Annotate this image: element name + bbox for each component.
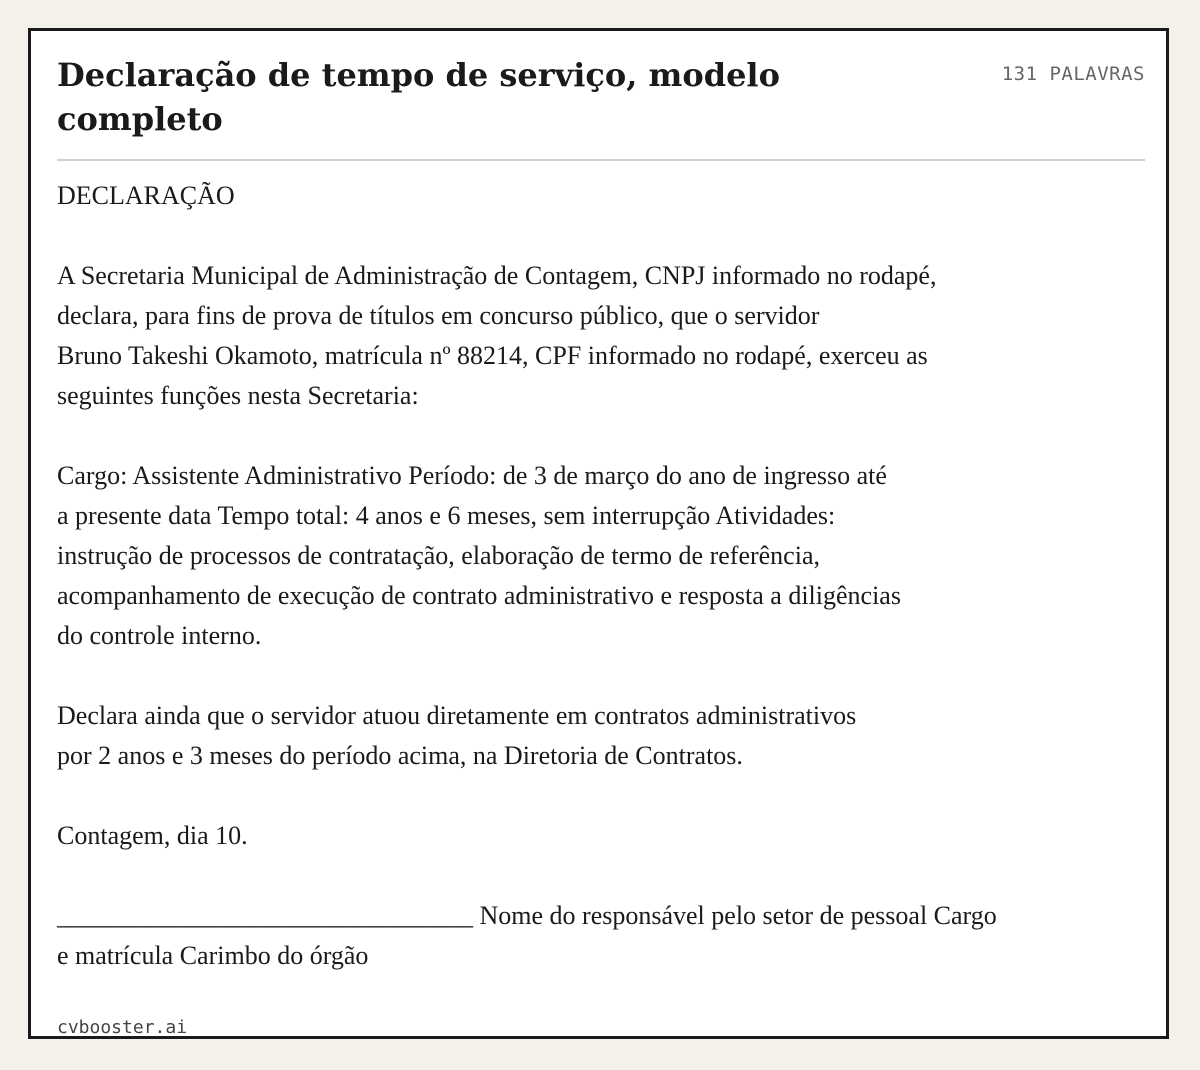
- document-card: [28, 28, 1169, 1039]
- document-body: DECLARAÇÃO A Secretaria Municipal de Administração de Contagem, CNPJ informado no rodapé, declara, para fins de prova de títulos em concurso público, que o servidor Bruno Takeshi Okamoto, matrícula nº 88214, CPF informado no rodapé, exerceu as seguintes funções nesta Secretaria: Cargo: Assistente Administrativo Período: de 3 de março do ano de ingresso até a presente data Tempo total: 4 anos e 6 meses, sem interrupção Atividades: instrução de processos de contratação, elaboração de termo de referência, acompanhamento de execução de contrato administrativo e resposta a diligências do controle interno. Declara ainda que o servidor atuou diretamente em contratos administrativos por 2 anos e 3 meses do período acima, na Diretoria de Contratos. Contagem, dia 10. ________________________________ Nome do responsável pelo setor de pessoal Cargo e matrícula Carimbo do órgão: [57, 181, 997, 970]
- document-title: Declaração de tempo de serviço, modelo completo: [57, 56, 780, 138]
- document-header: [57, 53, 1145, 161]
- brand-label: cvbooster.ai: [57, 1017, 188, 1038]
- word-count-label: 131 PALAVRAS: [1001, 63, 1145, 85]
